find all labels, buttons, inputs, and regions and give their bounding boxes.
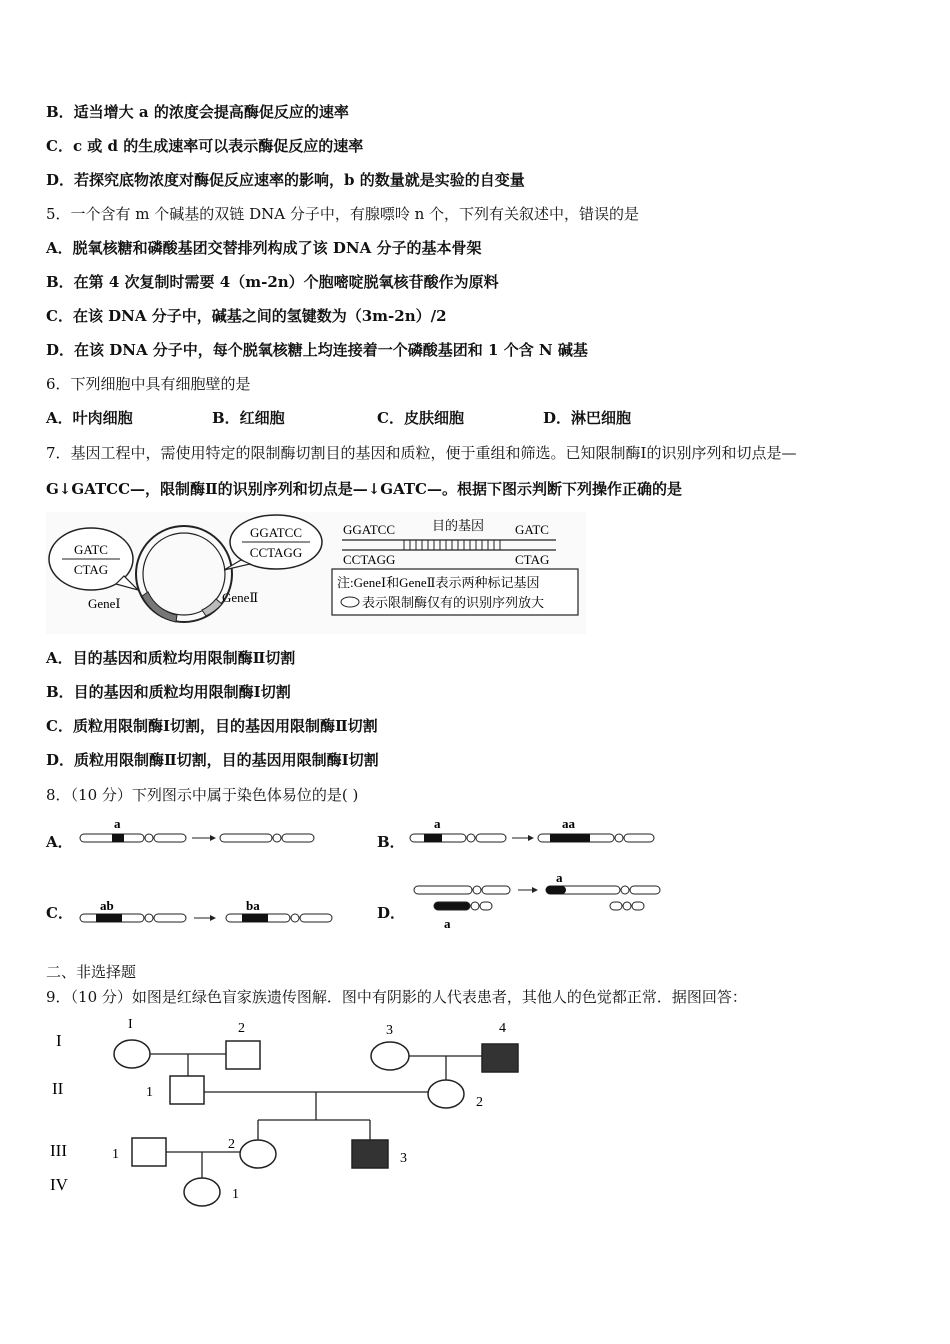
target-right-bottom: CTAG — [515, 552, 550, 567]
target-right-top: GATC — [515, 522, 549, 537]
q7-stem-line1: 7．基因工程中，需使用特定的限制酶切割目的基因和质粒，便于重组和筛选。已知限制酶Ⅰ的识别序列和切点是— — [46, 444, 797, 462]
note-line2: 表示限制酶仅有的识别序列放大 — [362, 595, 545, 610]
q8-figure-b — [408, 816, 658, 848]
q8-figure-a — [78, 816, 318, 848]
target-label: 目的基因 — [431, 518, 485, 533]
I-4-male-affected — [482, 1044, 518, 1072]
I-1-female — [114, 1040, 150, 1068]
II-1-male — [170, 1076, 204, 1104]
svg-text:a: a — [556, 870, 563, 885]
target-left-bottom: CCTAGG — [343, 552, 396, 567]
q6-option-b: B．红细胞 — [212, 409, 285, 427]
bubble-right-top: GGATCC — [249, 525, 303, 540]
q7-plasmid-figure — [46, 512, 586, 634]
q6-option-c: C．皮肤细胞 — [377, 409, 464, 427]
q5-stem: 5．一个含有 m 个碱基的双链 DNA 分子中，有腺嘌呤 n 个，下列有关叙述中，错误的是 — [46, 205, 640, 223]
svg-text:ba: ba — [246, 898, 260, 913]
q4-option-d: D．若探究底物浓度对酶促反应速率的影响，b 的数量就是实验的自变量 — [46, 171, 525, 189]
q8-figure-c — [78, 896, 338, 928]
gen-III: III — [50, 1141, 67, 1160]
I-2-male — [226, 1041, 260, 1069]
svg-text:aa: aa — [562, 816, 575, 831]
q5-option-d: D．在该 DNA 分子中，每个脱氧核糖上均连接着一个磷酸基团和 1 个含 N 碱基 — [46, 341, 588, 359]
svg-text:2: 2 — [228, 1137, 235, 1152]
note-line1: 注:GeneⅠ和GeneⅡ表示两种标记基因 — [337, 575, 540, 590]
svg-text:3: 3 — [386, 1023, 393, 1038]
target-left-top: GGATCC — [343, 522, 396, 537]
svg-text:4: 4 — [499, 1021, 506, 1036]
svg-text:3: 3 — [400, 1151, 407, 1166]
q5-option-b: B．在第 4 次复制时需要 4（m-2n）个胞嘧啶脱氧核苷酸作为原料 — [46, 273, 499, 291]
bubble-left-top: GATC — [74, 542, 108, 557]
q9-pedigree — [40, 1012, 560, 1212]
bubble-left-bottom: CTAG — [73, 562, 109, 577]
q4-option-c: C．c 或 d 的生成速率可以表示酶促反应的速率 — [46, 137, 364, 155]
q4-option-b: B．适当增大 a 的浓度会提高酶促反应的速率 — [46, 103, 349, 121]
svg-text:2: 2 — [238, 1021, 245, 1036]
gen-II: II — [52, 1079, 64, 1098]
q7-stem-line2: G↓GATCC—，限制酶Ⅱ的识别序列和切点是—↓GATC—。根据下图示判断下列操作正确的是 — [46, 480, 682, 498]
q8-option-c: C． — [46, 904, 73, 922]
svg-text:2: 2 — [476, 1095, 483, 1110]
III-1-male — [132, 1138, 166, 1166]
q8-figure-d — [410, 870, 670, 934]
svg-text:a: a — [444, 916, 451, 931]
q7-option-c: C．质粒用限制酶Ⅰ切割，目的基因用限制酶Ⅱ切割 — [46, 717, 378, 735]
svg-text:a: a — [114, 816, 121, 831]
gene2-label: GeneⅡ — [222, 590, 259, 605]
gen-I: I — [56, 1031, 62, 1050]
gene1-label: GeneⅠ — [88, 596, 121, 611]
q6-option-d: D．淋巴细胞 — [543, 409, 632, 427]
q8-stem: 8．（10 分）下列图示中属于染色体易位的是( ) — [46, 786, 359, 804]
IV-1-female — [184, 1178, 220, 1206]
I-3-female — [371, 1042, 409, 1070]
q5-option-c: C．在该 DNA 分子中，碱基之间的氢键数为（3m-2n）/2 — [46, 307, 447, 325]
svg-text:1: 1 — [232, 1187, 239, 1202]
q7-option-d: D．质粒用限制酶Ⅱ切割，目的基因用限制酶Ⅰ切割 — [46, 751, 379, 769]
q8-option-d: D． — [377, 904, 406, 922]
q8-option-b: B． — [377, 833, 405, 851]
svg-text:a: a — [434, 816, 441, 831]
III-2-female — [240, 1140, 276, 1168]
q9-stem: 9．（10 分）如图是红绿色盲家族遗传图解．图中有阴影的人代表患者，其他人的色觉都正常．据图回答： — [46, 988, 747, 1006]
svg-text:I: I — [128, 1017, 133, 1032]
bubble-right-bottom: CCTAGG — [249, 545, 303, 560]
q5-option-a: A．脱氧核糖和磷酸基团交替排列构成了该 DNA 分子的基本骨架 — [46, 239, 482, 257]
section2-heading: 二、非选择题 — [46, 963, 137, 981]
q6-stem: 6．下列细胞中具有细胞壁的是 — [46, 375, 251, 393]
II-2-female — [428, 1080, 464, 1108]
q8-option-a: A． — [46, 833, 73, 851]
svg-text:ab: ab — [100, 898, 114, 913]
gen-IV: IV — [50, 1175, 68, 1194]
q7-option-a: A．目的基因和质粒均用限制酶Ⅱ切割 — [46, 649, 296, 667]
svg-text:1: 1 — [146, 1085, 153, 1100]
q6-option-a: A．叶肉细胞 — [46, 409, 133, 427]
III-3-male-affected — [352, 1140, 388, 1168]
q7-option-b: B．目的基因和质粒均用限制酶Ⅰ切割 — [46, 683, 291, 701]
svg-text:1: 1 — [112, 1147, 119, 1162]
